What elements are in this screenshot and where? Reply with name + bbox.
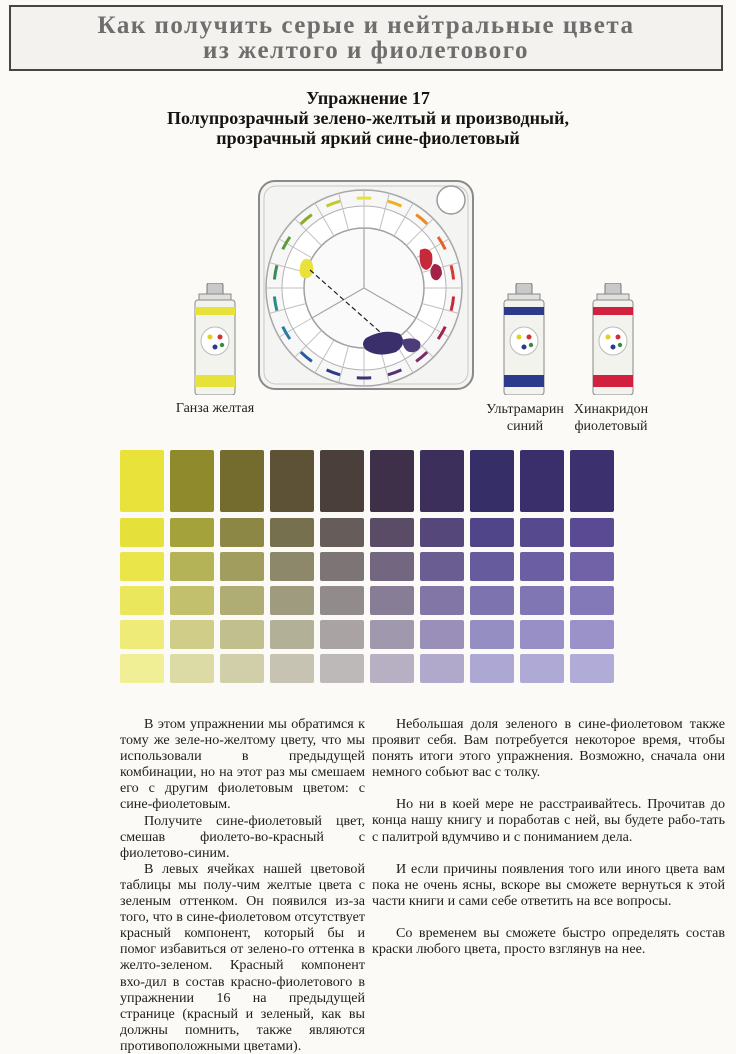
tube-hansa-yellow — [191, 283, 239, 400]
swatch-top-4 — [270, 450, 314, 512]
right-paragraph-3: И если причины появления того или иного цвета вам пока не очень ясны, вскоре вы сможете вернуться к этой части книги и сами себе ответить на все вопросы. — [372, 860, 725, 909]
swatch-r2-c10 — [570, 552, 614, 581]
swatch-r3-c7 — [420, 586, 464, 615]
swatch-top-6 — [370, 450, 414, 512]
color-wheel-palette — [256, 178, 476, 392]
right-paragraph-1: Небольшая доля зеленого в сине-фиолетовом также проявит себя. Вам потребуется некоторое время, чтобы понять итоги этого упражнения. Возможно, сначала они немного собьют вас с толку. — [372, 716, 725, 781]
right-text-column — [372, 716, 725, 957]
exercise-number: Упражнение 17 — [306, 88, 430, 108]
swatch-top-9 — [520, 450, 564, 512]
swatch-r5-c1 — [120, 654, 164, 683]
left-text-column — [120, 716, 365, 1054]
swatch-r5-c10 — [570, 654, 614, 683]
swatch-r1-c1 — [120, 518, 164, 547]
swatch-r1-c2 — [170, 518, 214, 547]
tube-label-quinacridone-violet: Хинакридон фиолетовый — [573, 402, 649, 434]
tube-ultramarine-blue — [500, 283, 548, 400]
swatch-r4-c1 — [120, 620, 164, 649]
swatch-top-1 — [120, 450, 164, 512]
swatch-r4-c3 — [220, 620, 264, 649]
swatch-r3-c4 — [270, 586, 314, 615]
header-title-line1: Как получить серые и нейтральные цвета — [97, 12, 635, 39]
swatch-top-3 — [220, 450, 264, 512]
exercise-title-line2: прозрачный яркий сине-фиолетовый — [216, 128, 520, 148]
swatch-r5-c8 — [470, 654, 514, 683]
left-paragraph-1: В этом упражнении мы обратимся к тому же зеле-но-желтому цвету, что мы использовали в предыдущей комбинации, но на этот раз мы смешаем его с другим фиолетовым цветом: с сине-фиолетовым. — [120, 716, 365, 813]
swatch-r3-c3 — [220, 586, 264, 615]
swatch-r2-c5 — [320, 552, 364, 581]
swatch-r4-c4 — [270, 620, 314, 649]
swatch-r2-c3 — [220, 552, 264, 581]
swatch-r4-c6 — [370, 620, 414, 649]
swatch-r1-c4 — [270, 518, 314, 547]
palette-illustration — [256, 178, 476, 392]
swatch-r4-c2 — [170, 620, 214, 649]
right-paragraph-4: Со временем вы сможете быстро определять состав краски любого цвета, просто взглянув на нее. — [372, 924, 725, 958]
tube-quinacridone-violet — [589, 283, 637, 400]
swatch-r4-c8 — [470, 620, 514, 649]
swatch-r5-c2 — [170, 654, 214, 683]
swatch-r1-c6 — [370, 518, 414, 547]
swatch-r1-c8 — [470, 518, 514, 547]
swatch-r2-c6 — [370, 552, 414, 581]
tube-band-top — [195, 307, 235, 315]
swatch-r5-c5 — [320, 654, 364, 683]
swatch-r2-c2 — [170, 552, 214, 581]
swatch-r5-c6 — [370, 654, 414, 683]
swatch-r3-c1 — [120, 586, 164, 615]
swatch-r4-c5 — [320, 620, 364, 649]
swatch-r2-c9 — [520, 552, 564, 581]
swatch-r3-c6 — [370, 586, 414, 615]
swatch-r2-c8 — [470, 552, 514, 581]
swatch-r1-c5 — [320, 518, 364, 547]
swatch-r5-c4 — [270, 654, 314, 683]
tube-label-ultramarine-blue: Ультрамарин синий — [486, 402, 564, 434]
swatch-top-10 — [570, 450, 614, 512]
exercise-title-line1: Полупрозрачный зелено-желтый и производный, — [167, 108, 569, 128]
swatch-r1-c9 — [520, 518, 564, 547]
page-header — [9, 5, 723, 71]
right-paragraph-2: Но ни в коей мере не расстраивайтесь. Прочитав до конца нашу книгу и поработав с ней, вы будете рабо-тать с палитрой вдумчиво и с пониманием дела. — [372, 796, 725, 845]
swatch-r1-c3 — [220, 518, 264, 547]
left-paragraph-2: Получите сине-фиолетовый цвет, смешав фиолето-во-красный с фиолетово-синим. — [120, 812, 365, 861]
swatch-r5-c3 — [220, 654, 264, 683]
swatch-r3-c2 — [170, 586, 214, 615]
swatch-r5-c7 — [420, 654, 464, 683]
exercise-heading — [0, 88, 736, 148]
tube-band-bottom — [195, 375, 235, 387]
swatch-r3-c8 — [470, 586, 514, 615]
swatch-r4-c7 — [420, 620, 464, 649]
swatch-r3-c9 — [520, 586, 564, 615]
swatch-r3-c10 — [570, 586, 614, 615]
swatch-r3-c5 — [320, 586, 364, 615]
swatch-r1-c10 — [570, 518, 614, 547]
left-paragraph-3: В левых ячейках нашей цветовой таблицы мы полу-чим желтые цвета с зеленым оттенком. Он появился из-за того, что в сине-фиолетовом отсутствует красный компонент, который бы и помог избавиться от зелено-го оттенка в желто-зеленом. Красный компонент вхо-дил в состав красно-фиолетового в упражнении 16 на предыдущей странице (красный и зеленый, как вы должны помнить, также являются противоположными цветами). — [120, 860, 365, 1054]
swatch-r2-c7 — [420, 552, 464, 581]
tube-label-hansa-yellow: Ганза желтая — [175, 401, 255, 416]
header-title-line2: из желтого и фиолетового — [202, 37, 530, 64]
swatch-r1-c7 — [420, 518, 464, 547]
swatch-top-5 — [320, 450, 364, 512]
swatch-r5-c9 — [520, 654, 564, 683]
swatch-top-7 — [420, 450, 464, 512]
swatch-top-2 — [170, 450, 214, 512]
swatch-top-8 — [470, 450, 514, 512]
swatch-r4-c9 — [520, 620, 564, 649]
swatch-r4-c10 — [570, 620, 614, 649]
color-mixing-table — [120, 450, 618, 686]
swatch-r2-c4 — [270, 552, 314, 581]
swatch-r2-c1 — [120, 552, 164, 581]
